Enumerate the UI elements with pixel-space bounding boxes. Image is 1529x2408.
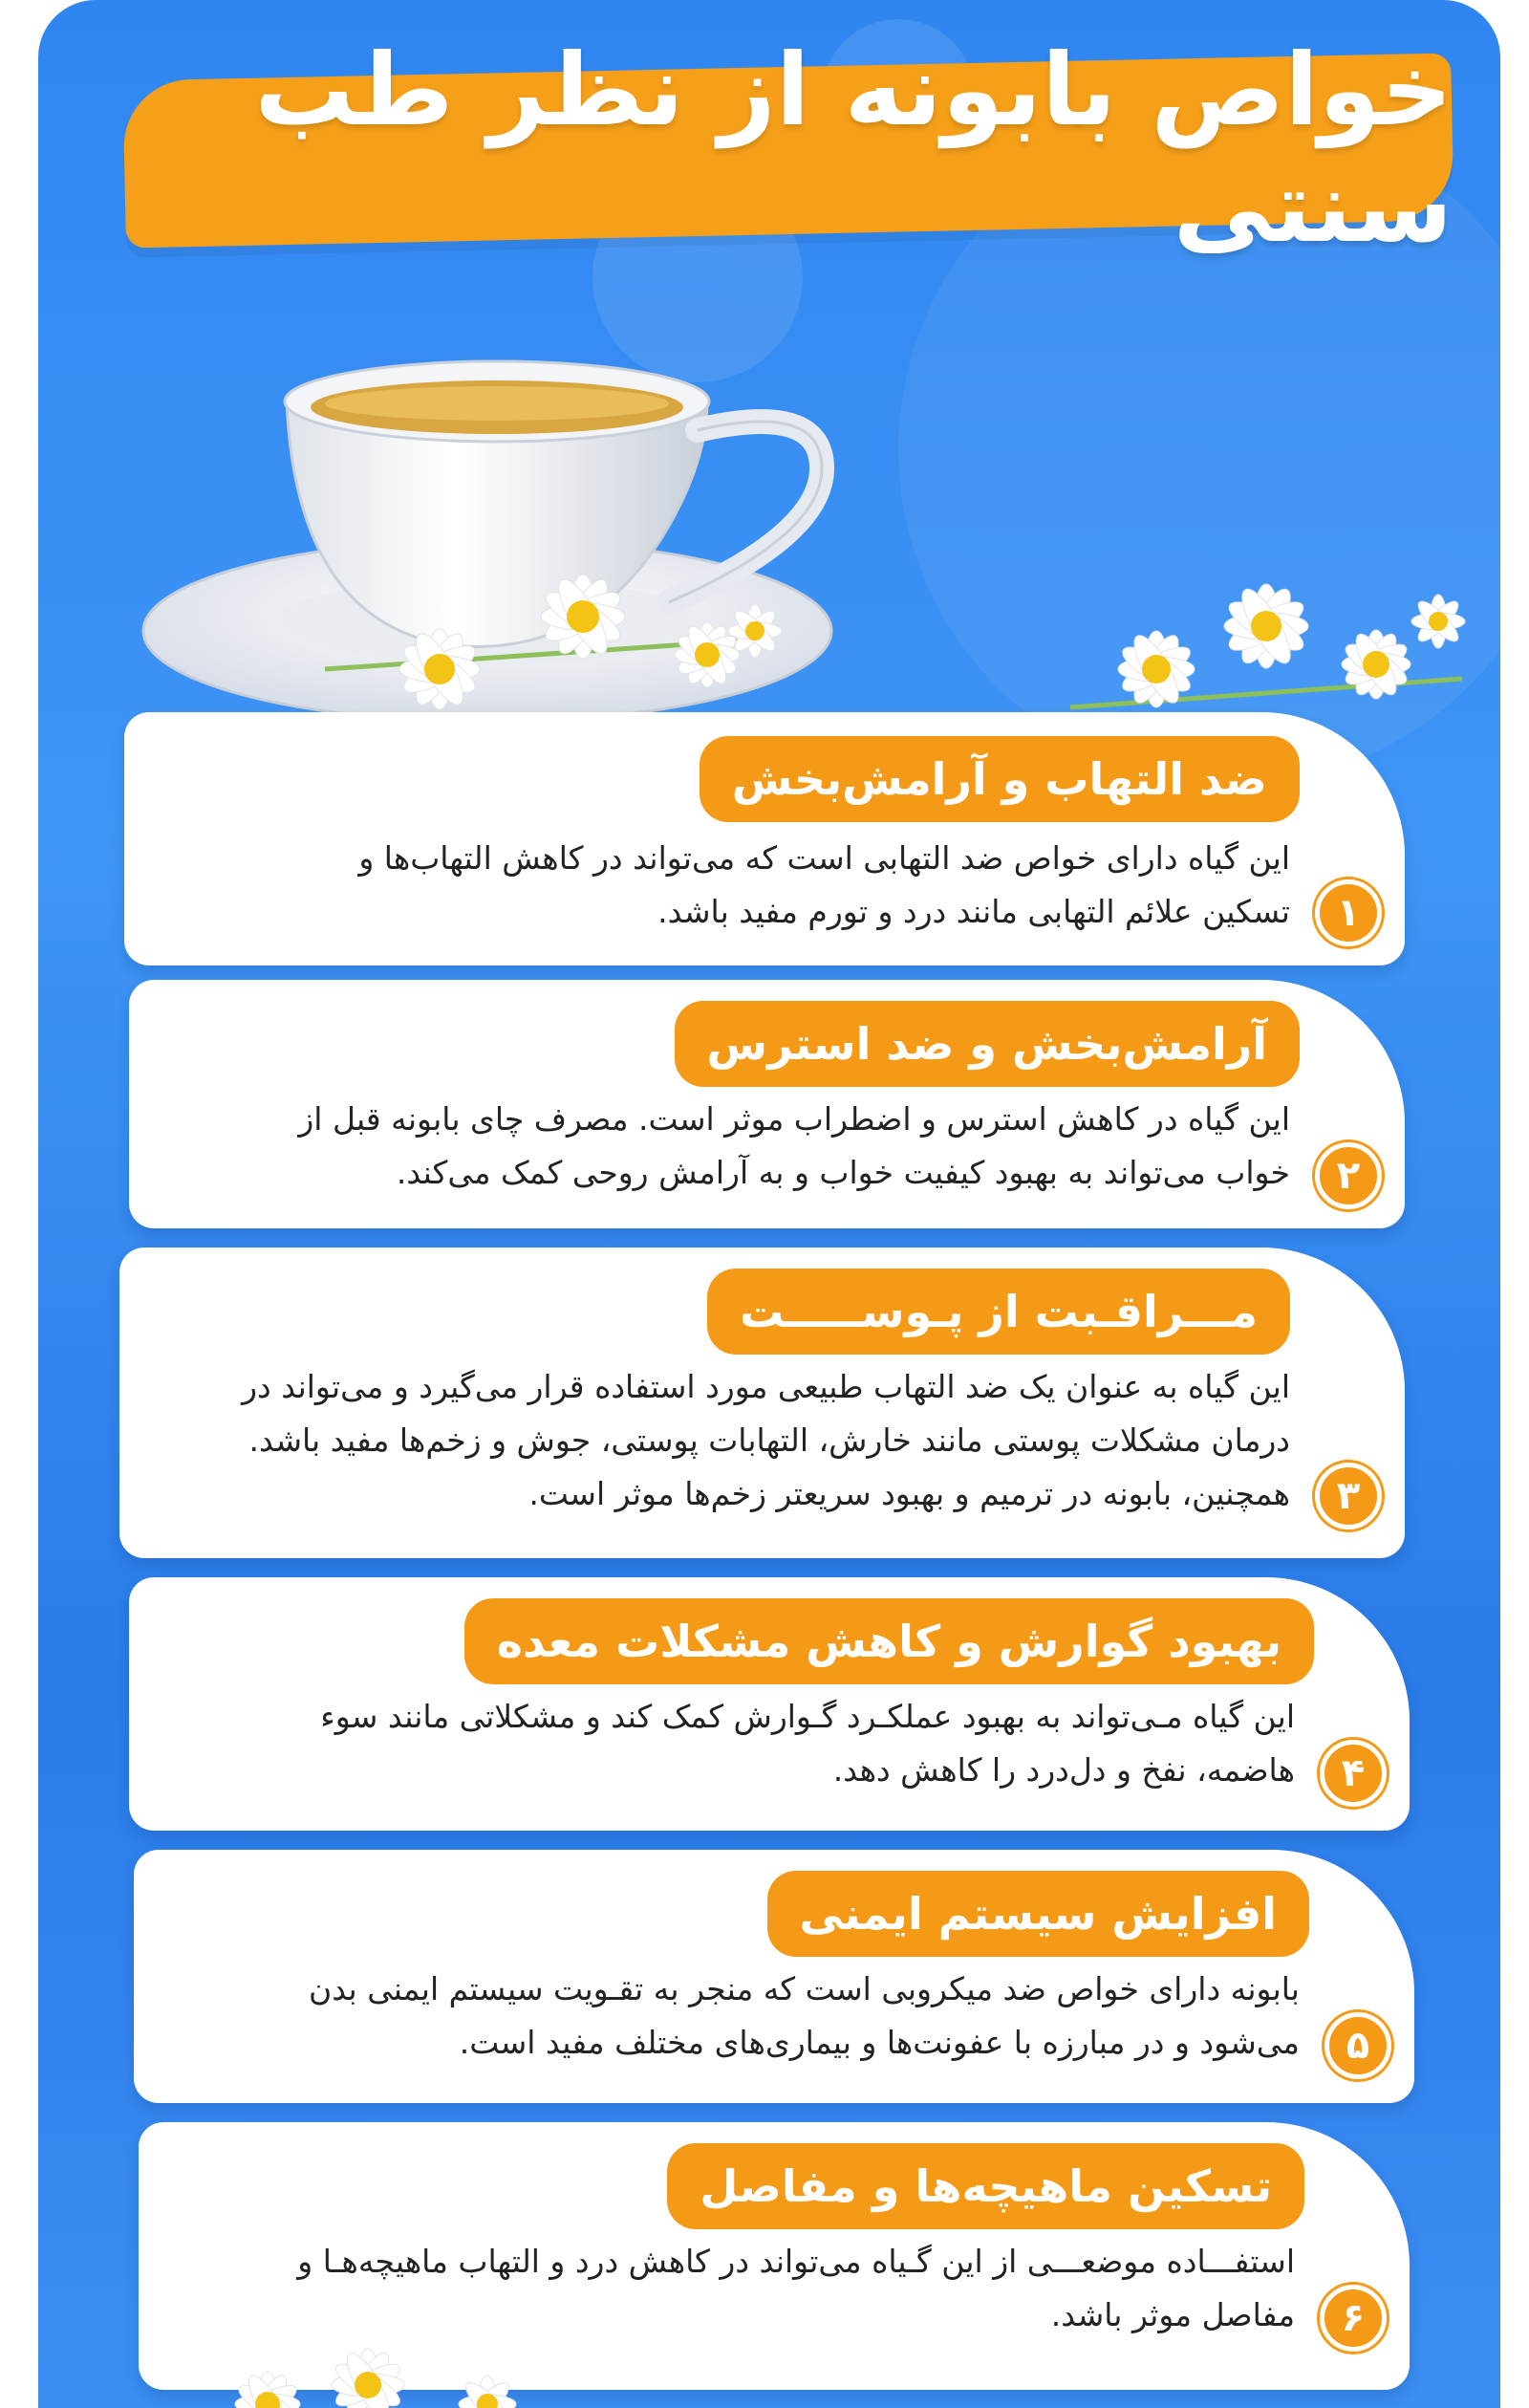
card-heading: مـــراقـبت از پـوســـــت [707,1269,1290,1355]
chamomile-flower-icon [1070,564,1472,727]
card-heading: بهبود گوارش و کاهش مشکلات معده [464,1598,1314,1684]
number-badge: ۶ [1320,2285,1387,2352]
page-title: خواص بابونه از نظر طب سنتی [254,32,1453,265]
text-line: همچنین، بابونه در ترمیم و بهبود سریعتر زخم‌ها موثر است. [528,1475,1290,1512]
text-line: خواب می‌تواند به بهبود کیفیت خواب و به آرامش روحی کمک می‌کند. [396,1154,1290,1191]
card-heading: آرامش‌بخش و ضد استرس [675,1001,1301,1087]
text-line: این گیاه مـی‌تواند به بهبود عملکـرد گـوارش کمک کند و مشکلاتی مانند سوء [320,1698,1295,1735]
text-line: بابونه دارای خواص ضد میکروبی است که منجر به تقـویت سیستم ایمنی بدن [308,1970,1300,2007]
text-line: این گیاه به عنوان یک ضد التهاب طبیعی مورد استفاده قرار می‌گیرد و می‌تواند در [242,1368,1290,1405]
text-line: این گیاه دارای خواص ضد التهابی است که می‌تواند در کاهش التهاب‌ها و [358,839,1290,877]
poster-background [38,0,1500,2408]
info-card-1 [124,712,1405,965]
chamomile-tea-cup-icon [134,315,898,727]
number-badge: ۳ [1315,1463,1382,1529]
info-card-2 [129,980,1405,1228]
chamomile-flower-icon [201,2313,564,2408]
number-badge: ۱ [1315,879,1382,946]
info-card-5 [134,1850,1414,2103]
number-badge: ۵ [1324,2012,1391,2079]
text-line: این گیاه در کاهش استرس و اضطراب موثر است. مصرف چای بابونه قبل از [298,1100,1290,1138]
card-description [242,1360,1290,1521]
number-badge: ۲ [1315,1142,1382,1209]
text-line: هاضمه، نفخ و دل‌درد را کاهش دهد. [832,1751,1295,1789]
text-line: درمان مشکلات پوستی مانند خارش، التهابات پوستی، جوش و زخم‌ها مفید باشد. [248,1421,1290,1459]
info-card-3 [119,1247,1405,1558]
card-heading: تسکین ماهیچه‌ها و مفاصل [667,2143,1304,2229]
card-description [309,1963,1300,2070]
card-heading: ضد التهاب و آرامش‌بخش [700,736,1300,822]
number-badge: ۴ [1320,1740,1387,1807]
card-description [320,1690,1295,1797]
text-line: تسکین علائم التهابی مانند درد و تورم مفید باشد. [657,893,1290,930]
text-line: استفـــاده موضعـــی از این گـیاه می‌تواند در کاهش درد و التهاب ماهیچه‌هـا و [297,2243,1295,2280]
text-line: می‌شود و در مبارزه با عفونت‌ها و بیماری‌های مختلف مفید است. [459,2024,1300,2061]
card-description [298,1093,1290,1200]
text-line: مفاصل موثر باشد. [1050,2296,1295,2333]
card-heading: افزایش سیستم ایمنی [767,1871,1309,1957]
info-card-4 [129,1577,1410,1831]
card-description [358,832,1290,939]
